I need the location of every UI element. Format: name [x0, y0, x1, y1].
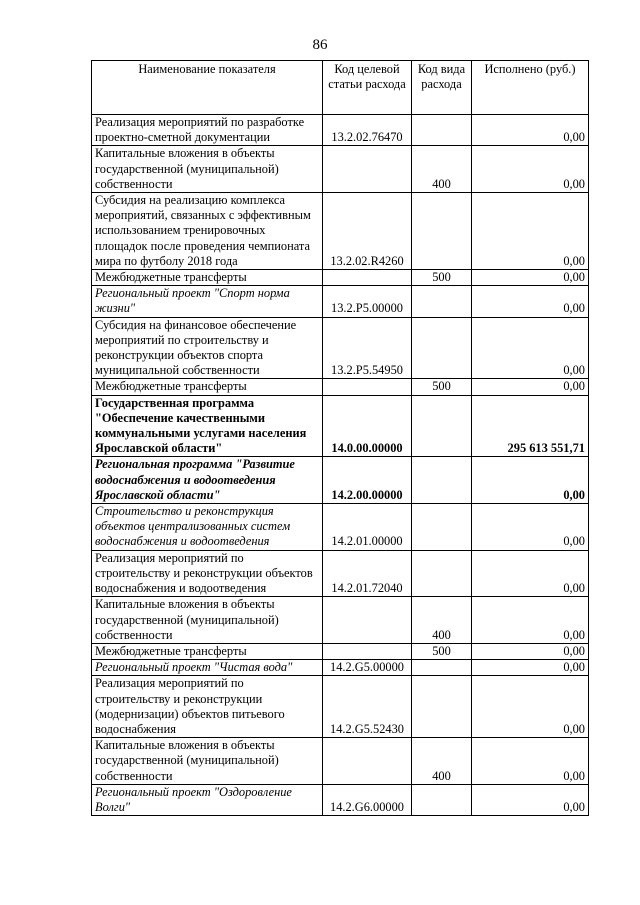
row-target-code-cell: [323, 597, 412, 644]
row-kind-code-cell: 500: [412, 379, 472, 395]
row-name-cell: Капитальные вложения в объекты государственной (муниципальной) собственности: [92, 738, 323, 785]
row-executed-cell: 0,00: [472, 550, 589, 597]
row-name-cell: Строительство и реконструкция объектов централизованных систем водоснабжения и водоотведения: [92, 504, 323, 551]
table-row: [92, 597, 589, 644]
row-target-code-cell: 13.2.02.76470: [323, 115, 412, 146]
row-kind-code-cell: [412, 115, 472, 146]
row-executed-cell: 0,00: [472, 317, 589, 379]
table-row: [92, 660, 589, 676]
row-target-code-cell: [323, 738, 412, 785]
row-name-cell: Региональный проект "Спорт норма жизни": [92, 286, 323, 317]
row-kind-code-cell: [412, 784, 472, 815]
header-name: Наименование показателя: [92, 61, 323, 115]
row-target-code-cell: 13.2.P5.54950: [323, 317, 412, 379]
row-name-cell: Субсидия на реализацию комплекса мероприятий, связанных с эффективным использованием тренировочных площадок после проведения чемпионата мира по футболу 2018 года: [92, 193, 323, 270]
page-number: 86: [312, 37, 328, 53]
budget-table: [91, 60, 589, 816]
row-name-cell: Капитальные вложения в объекты государственной (муниципальной) собственности: [92, 146, 323, 193]
row-executed-cell: 0,00: [472, 193, 589, 270]
row-kind-code-cell: [412, 457, 472, 504]
row-name-cell: Реализация мероприятий по разработке проектно-сметной документации: [92, 115, 323, 146]
row-executed-cell: 0,00: [472, 784, 589, 815]
row-executed-cell: 0,00: [472, 738, 589, 785]
row-target-code-cell: 14.2.00.00000: [323, 457, 412, 504]
row-kind-code-cell: [412, 660, 472, 676]
row-kind-code-cell: [412, 317, 472, 379]
row-name-cell: Государственная программа "Обеспечение качественными коммунальными услугами населения Ярославской области": [92, 395, 323, 457]
row-kind-code-cell: [412, 504, 472, 551]
row-executed-cell: 0,00: [472, 146, 589, 193]
row-kind-code-cell: [412, 550, 472, 597]
table-row: [92, 643, 589, 659]
table-row: [92, 317, 589, 379]
row-kind-code-cell: [412, 395, 472, 457]
table-row: [92, 146, 589, 193]
row-executed-cell: 0,00: [472, 270, 589, 286]
row-executed-cell: 0,00: [472, 457, 589, 504]
table-body: [92, 115, 589, 816]
row-name-cell: Субсидия на финансовое обеспечение мероприятий по строительству и реконструкции объектов спорта муниципальной собственности: [92, 317, 323, 379]
row-executed-cell: 295 613 551,71: [472, 395, 589, 457]
table-row: [92, 379, 589, 395]
row-executed-cell: 0,00: [472, 676, 589, 738]
row-executed-cell: 0,00: [472, 379, 589, 395]
row-name-cell: Межбюджетные трансферты: [92, 270, 323, 286]
table-row: [92, 286, 589, 317]
row-name-cell: Межбюджетные трансферты: [92, 643, 323, 659]
row-name-cell: Межбюджетные трансферты: [92, 379, 323, 395]
row-kind-code-cell: [412, 676, 472, 738]
table-row: [92, 676, 589, 738]
table-row: [92, 270, 589, 286]
row-target-code-cell: 14.2.G6.00000: [323, 784, 412, 815]
row-target-code-cell: [323, 379, 412, 395]
row-executed-cell: 0,00: [472, 286, 589, 317]
row-kind-code-cell: 400: [412, 597, 472, 644]
table-row: [92, 504, 589, 551]
row-executed-cell: 0,00: [472, 115, 589, 146]
table-row: [92, 784, 589, 815]
table-row: [92, 395, 589, 457]
row-target-code-cell: [323, 146, 412, 193]
row-target-code-cell: [323, 643, 412, 659]
table-row: [92, 457, 589, 504]
row-target-code-cell: [323, 270, 412, 286]
row-name-cell: Капитальные вложения в объекты государственной (муниципальной) собственности: [92, 597, 323, 644]
row-kind-code-cell: 500: [412, 270, 472, 286]
row-target-code-cell: 13.2.02.R4260: [323, 193, 412, 270]
header-target-code: Код целевой статьи расхода: [323, 61, 412, 115]
row-target-code-cell: 13.2.P5.00000: [323, 286, 412, 317]
table-row: [92, 193, 589, 270]
header-executed: Исполнено (руб.): [472, 61, 589, 115]
table-row: [92, 738, 589, 785]
row-target-code-cell: 14.2.01.00000: [323, 504, 412, 551]
row-executed-cell: 0,00: [472, 504, 589, 551]
row-kind-code-cell: 400: [412, 738, 472, 785]
row-target-code-cell: 14.2.G5.52430: [323, 676, 412, 738]
row-name-cell: Реализация мероприятий по строительству и реконструкции (модернизации) объектов питьевого водоснабжения: [92, 676, 323, 738]
row-name-cell: Региональный проект "Чистая вода": [92, 660, 323, 676]
row-executed-cell: 0,00: [472, 643, 589, 659]
row-kind-code-cell: [412, 286, 472, 317]
row-target-code-cell: 14.0.00.00000: [323, 395, 412, 457]
row-kind-code-cell: [412, 193, 472, 270]
row-kind-code-cell: 400: [412, 146, 472, 193]
row-name-cell: Реализация мероприятий по строительству и реконструкции объектов водоснабжения и водоотведения: [92, 550, 323, 597]
row-target-code-cell: 14.2.01.72040: [323, 550, 412, 597]
table-row: [92, 550, 589, 597]
row-name-cell: Региональная программа "Развитие водоснабжения и водоотведения Ярославской области": [92, 457, 323, 504]
row-executed-cell: 0,00: [472, 597, 589, 644]
row-name-cell: Региональный проект "Оздоровление Волги": [92, 784, 323, 815]
table-row: [92, 115, 589, 146]
row-kind-code-cell: 500: [412, 643, 472, 659]
table-header-row: [92, 61, 589, 115]
row-executed-cell: 0,00: [472, 660, 589, 676]
header-kind-code: Код вида расхода: [412, 61, 472, 115]
row-target-code-cell: 14.2.G5.00000: [323, 660, 412, 676]
